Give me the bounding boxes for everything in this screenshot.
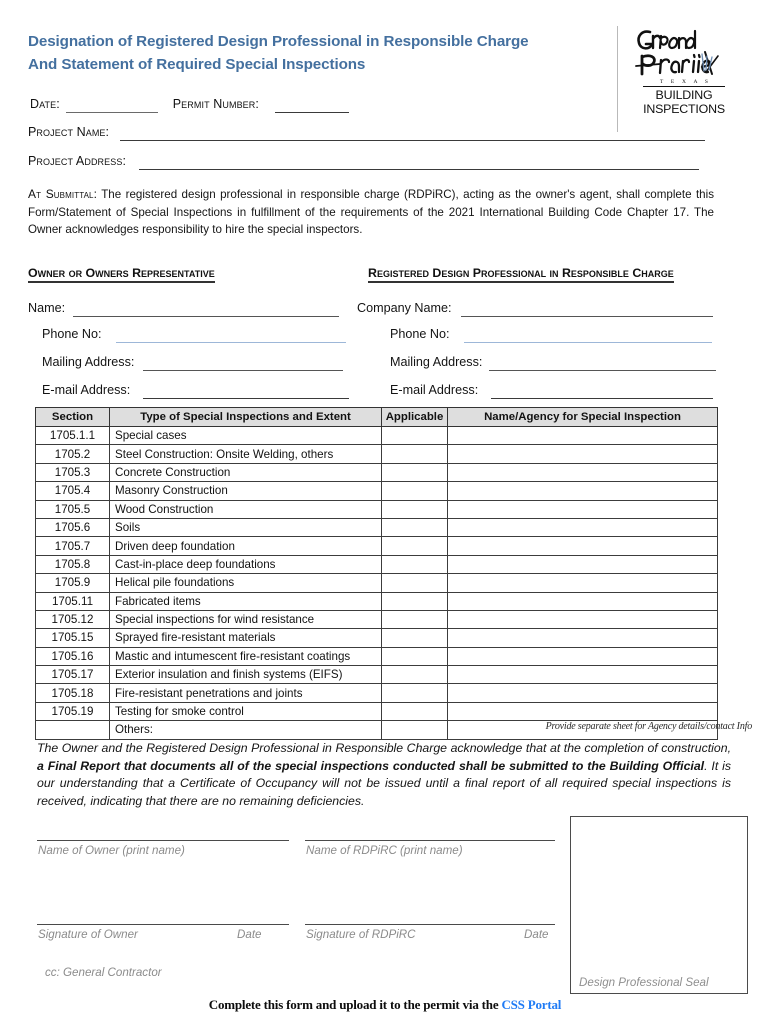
cell-type: Concrete Construction [110,463,382,481]
project-name-input[interactable] [120,129,705,141]
cell-agency[interactable] [448,702,718,720]
cell-section: 1705.2 [36,445,110,463]
project-address-row [28,152,699,170]
cell-applicable[interactable] [382,666,448,684]
date-permit-row [30,95,349,113]
cell-agency[interactable] [448,427,718,445]
cell-section: 1705.12 [36,610,110,628]
table-row [36,500,718,518]
table-row [36,445,718,463]
cell-applicable[interactable] [382,482,448,500]
cell-section: 1705.9 [36,574,110,592]
cell-section: 1705.18 [36,684,110,702]
design-professional-seal-box[interactable] [570,816,748,994]
ack-bold: a Final Report that documents all of the special inspections conducted shall be submitted to the Building Official [37,758,705,773]
at-submittal-paragraph [28,186,714,239]
logo-script-mark [634,26,734,82]
cell-agency[interactable] [448,518,718,536]
owner-phone-row [42,325,346,343]
cell-type: Soils [110,518,382,536]
at-submittal-body: The registered design professional in responsible charge (RDPiRC), acting as the owner's agent, shall complete this Form/Statement of Special Inspections in fulfillment of the requirements of the 2021 International Building Code Chapter 17. The Owner acknowledges responsibility to hire the special inspectors. [28,188,714,236]
rdpirc-print-name-line[interactable] [305,840,555,841]
rdpirc-section-heading: Registered Design Professional in Responsible Charge [368,266,674,283]
cell-applicable[interactable] [382,463,448,481]
col-header-applicable: Applicable [382,408,448,427]
cell-agency[interactable] [448,610,718,628]
project-address-input[interactable] [139,158,699,170]
cell-section: 1705.5 [36,500,110,518]
table-row [36,666,718,684]
logo-state-label: T E X A S [659,79,712,85]
owner-email-row [42,381,349,399]
at-submittal-lead: At Submittal: [28,187,98,201]
cell-type: Steel Construction: Onsite Welding, others [110,445,382,463]
owner-email-input[interactable] [143,387,349,399]
owner-phone-label: Phone No: [42,327,102,341]
permit-number-label: Permit Number: [172,97,259,111]
cell-agency[interactable] [448,445,718,463]
cell-agency[interactable] [448,629,718,647]
cell-type: Testing for smoke control [110,702,382,720]
date-input[interactable] [66,101,158,113]
cell-section: 1705.4 [36,482,110,500]
cell-applicable[interactable] [382,592,448,610]
cell-agency[interactable] [448,574,718,592]
cell-section: 1705.8 [36,555,110,573]
cell-section: 1705.1.1 [36,427,110,445]
rdpirc-company-row [357,299,713,317]
cell-section: 1705.6 [36,518,110,536]
special-inspections-table [35,407,718,740]
cell-applicable[interactable] [382,684,448,702]
city-logo [617,26,740,132]
cell-type: Exterior insulation and finish systems (EIFS) [110,666,382,684]
cell-type: Mastic and intumescent fire-resistant coatings [110,647,382,665]
cell-type: Special inspections for wind resistance [110,610,382,628]
cell-applicable[interactable] [382,629,448,647]
rdpirc-print-name-caption: Name of RDPiRC (print name) [306,844,463,857]
cell-agency[interactable] [448,537,718,555]
cell-type: Fabricated items [110,592,382,610]
table-row [36,482,718,500]
table-row [36,702,718,720]
cell-agency[interactable] [448,463,718,481]
date-label: Date: [30,97,60,111]
ack-part1: The Owner and the Registered Design Professional in Responsible Charge acknowledge that at the completion of construction, [37,741,731,755]
permit-number-input[interactable] [275,101,349,113]
owner-print-name-caption: Name of Owner (print name) [38,844,185,857]
rdpirc-mailing-row [390,353,716,371]
rdpirc-email-input[interactable] [491,387,713,399]
table-row [36,574,718,592]
table-body [36,427,718,740]
rdpirc-email-label: E-mail Address: [390,383,479,397]
css-portal-link[interactable]: CSS Portal [501,997,562,1012]
title-block [28,30,618,76]
owner-name-label: Name: [28,301,66,315]
cell-agency[interactable] [448,500,718,518]
cell-type: Masonry Construction [110,482,382,500]
cell-applicable[interactable] [382,702,448,720]
footer-instruction [0,997,770,1013]
table-header-row [36,408,718,427]
cell-applicable[interactable] [382,574,448,592]
seal-caption: Design Professional Seal [579,976,709,989]
cell-section: 1705.7 [36,537,110,555]
cell-section [36,721,110,739]
rdpirc-phone-label: Phone No: [390,327,450,341]
logo-divider [643,86,725,87]
cell-section: 1705.17 [36,666,110,684]
special-inspections-table-wrap [35,407,717,740]
table-row [36,629,718,647]
owner-mailing-input[interactable] [143,359,343,371]
rdpirc-signature-line[interactable] [305,924,555,925]
cell-applicable[interactable] [382,500,448,518]
cell-type: Helical pile foundations [110,574,382,592]
rdpirc-phone-input[interactable] [464,331,712,343]
cell-type: Special cases [110,427,382,445]
cell-agency[interactable] [448,592,718,610]
rdpirc-mailing-label: Mailing Address: [390,355,483,369]
cell-applicable[interactable] [382,427,448,445]
cell-type: Sprayed fire-resistant materials [110,629,382,647]
cc-general-contractor: cc: General Contractor [45,966,162,979]
cell-applicable[interactable] [382,647,448,665]
cell-applicable[interactable] [382,537,448,555]
owner-name-input[interactable] [73,305,339,317]
owner-phone-input[interactable] [116,331,346,343]
cell-section: 1705.19 [36,702,110,720]
logo-dept-line2: INSPECTIONS [643,101,725,116]
col-header-type: Type of Special Inspections and Extent [110,408,382,427]
rdpirc-mailing-input[interactable] [489,359,716,371]
owner-date-caption: Date [237,928,262,941]
cell-agency[interactable] [448,555,718,573]
cell-applicable[interactable] [382,518,448,536]
cell-type: Fire-resistant penetrations and joints [110,684,382,702]
table-row [36,427,718,445]
table-row [36,684,718,702]
owner-mailing-label: Mailing Address: [42,355,135,369]
rdpirc-signature-caption: Signature of RDPiRC [306,928,416,941]
owner-signature-line[interactable] [37,924,289,925]
cell-agency[interactable] [448,482,718,500]
project-name-label: Project Name: [28,125,110,139]
owner-section-heading: Owner or Owners Representative [28,266,215,283]
table-row [36,647,718,665]
cell-section: 1705.16 [36,647,110,665]
rdpirc-company-input[interactable] [461,305,713,317]
rdpirc-company-label: Company Name: [357,301,452,315]
cell-agency[interactable] [448,684,718,702]
owner-print-name-line[interactable] [37,840,289,841]
cell-type: Cast-in-place deep foundations [110,555,382,573]
table-row [36,537,718,555]
cell-type: Others: [110,721,382,739]
cell-section: 1705.3 [36,463,110,481]
rdpirc-phone-row [390,325,712,343]
ack-part2: . It is our understanding that a Certificate of Occupancy will not be issued until a final report of all required special inspections is received, indicating that there are no remaining deficiencies. [37,758,731,808]
cell-applicable[interactable] [382,721,448,739]
table-row [36,518,718,536]
acknowledgement-paragraph [37,740,731,810]
cell-applicable[interactable] [382,610,448,628]
cell-section: 1705.15 [36,629,110,647]
project-name-row [28,123,705,141]
page-header [28,30,740,138]
owner-email-label: E-mail Address: [42,383,131,397]
table-row [36,463,718,481]
col-header-agency: Name/Agency for Special Inspection [448,408,718,427]
cell-agency[interactable] [448,647,718,665]
logo-dept-line1: BUILDING [655,88,713,103]
table-row [36,592,718,610]
col-header-section: Section [36,408,110,427]
rdpirc-date-caption: Date [524,928,549,941]
rdpirc-email-row [390,381,713,399]
cell-type: Wood Construction [110,500,382,518]
page-title-line1: Designation of Registered Design Professional in Responsible Charge [28,33,529,50]
table-row [36,555,718,573]
table-footnote: Provide separate sheet for Agency details/contact Info [545,721,752,732]
footer-text: Complete this form and upload it to the permit via the [208,997,502,1012]
table-row [36,610,718,628]
cell-applicable[interactable] [382,445,448,463]
owner-name-row [28,299,339,317]
cell-applicable[interactable] [382,555,448,573]
cell-type: Driven deep foundation [110,537,382,555]
cell-section: 1705.11 [36,592,110,610]
cell-agency[interactable] [448,666,718,684]
owner-mailing-row [42,353,343,371]
owner-signature-caption: Signature of Owner [38,928,138,941]
page-title-line2: And Statement of Required Special Inspections [28,56,366,73]
project-address-label: Project Address: [28,154,127,168]
